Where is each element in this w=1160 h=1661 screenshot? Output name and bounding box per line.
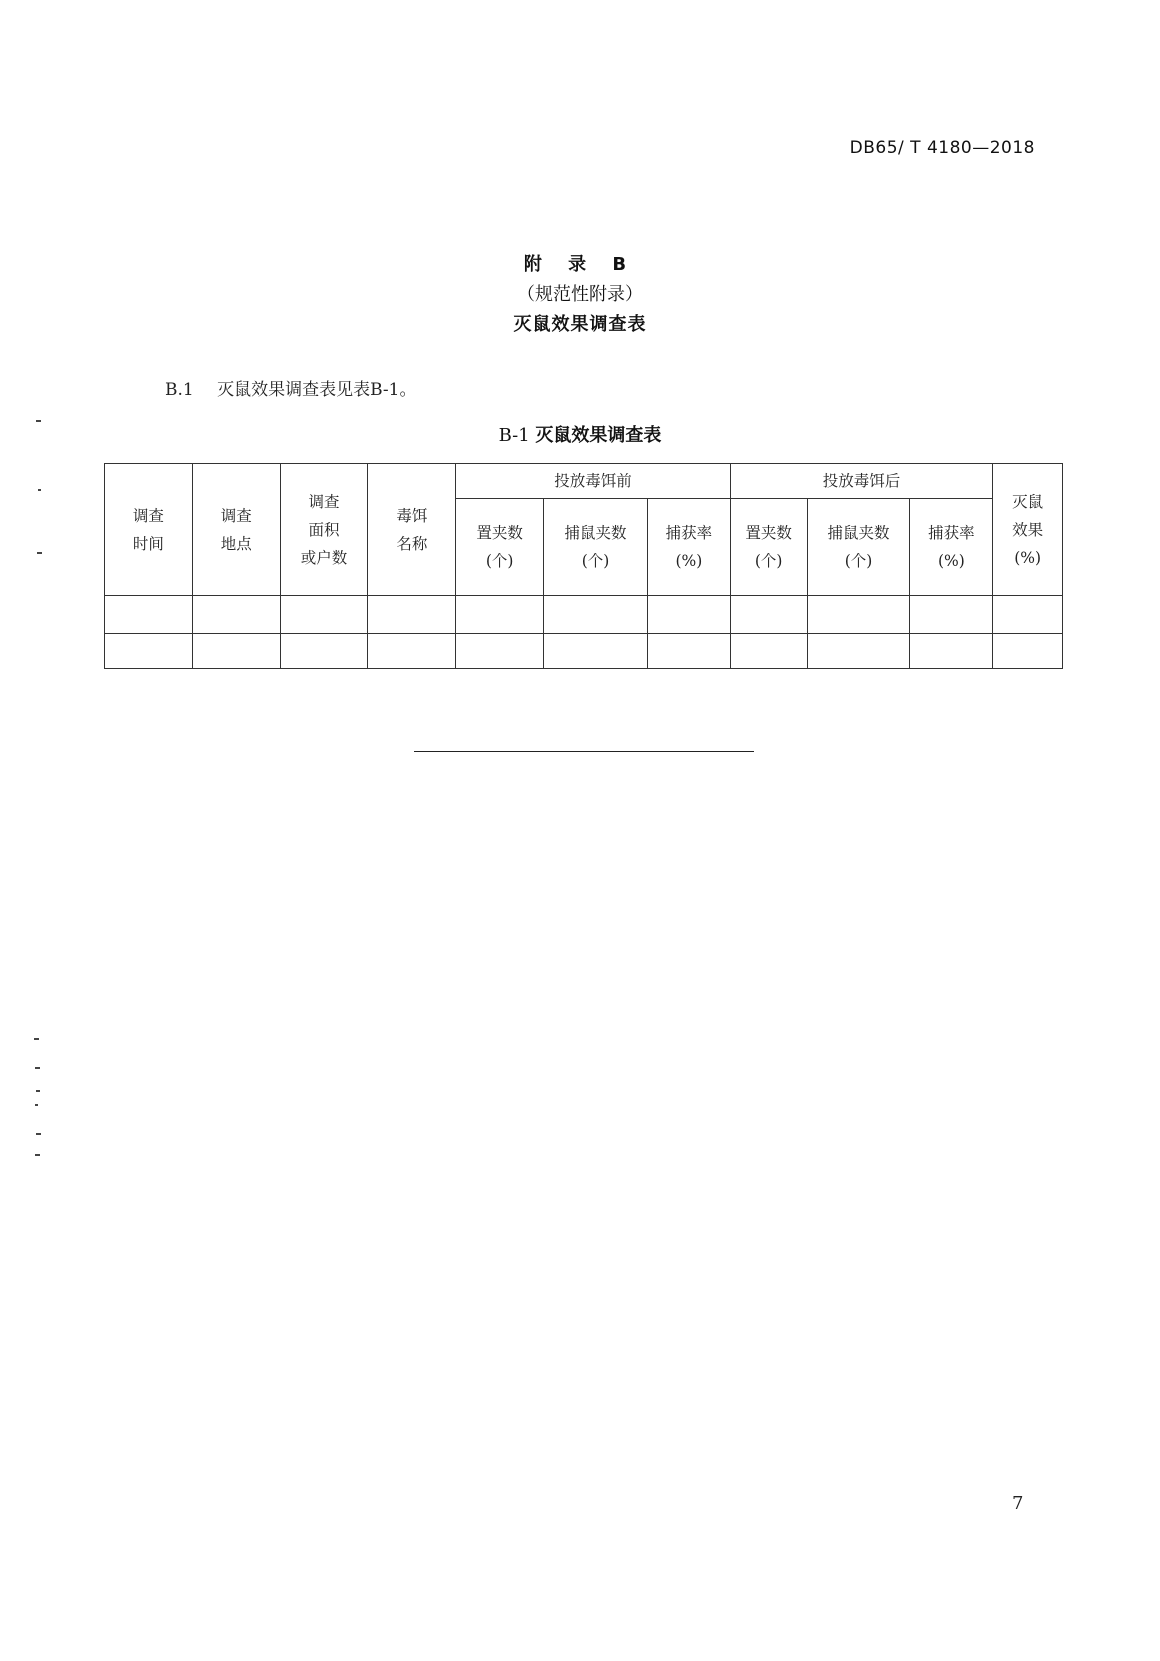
page-number: 7 <box>1012 1493 1024 1514</box>
table-cell <box>368 596 456 634</box>
header-after-traps-set: 置夹数 (个) <box>730 499 807 596</box>
header-after-capture-rate: 捕获率 (%) <box>910 499 993 596</box>
header-survey-time: 调查 时间 <box>105 464 193 596</box>
table-caption-text: 灭鼠效果调查表 <box>535 425 662 446</box>
table-cell <box>192 596 280 634</box>
table-cell <box>368 634 456 669</box>
scan-artifact <box>36 1090 40 1092</box>
scan-artifact <box>35 1154 40 1156</box>
table-cell <box>910 596 993 634</box>
table-cell <box>105 596 193 634</box>
standard-code: DB65/ T 4180—2018 <box>849 138 1035 158</box>
header-survey-place: 调查 地点 <box>192 464 280 596</box>
table-caption-id: B-1 <box>498 425 530 446</box>
header-bait-name: 毒饵 名称 <box>368 464 456 596</box>
table-cell <box>807 596 910 634</box>
appendix-type: （规范性附录） <box>517 284 643 305</box>
table-cell <box>456 596 544 634</box>
table-cell <box>730 634 807 669</box>
table-row <box>105 634 1063 669</box>
table-cell <box>544 596 648 634</box>
table-cell <box>910 634 993 669</box>
appendix-heading <box>0 250 1160 340</box>
table-cell <box>993 634 1063 669</box>
clause-b1 <box>165 375 417 400</box>
table-cell <box>280 596 368 634</box>
clause-text: 灭鼠效果调查表见表B-1。 <box>217 380 417 400</box>
table-cell <box>544 634 648 669</box>
scan-artifact <box>37 552 42 554</box>
end-of-document-rule <box>414 751 754 752</box>
appendix-label: 附 录 B <box>523 254 637 275</box>
header-before-capture-rate: 捕获率 (%) <box>648 499 731 596</box>
table-cell <box>280 634 368 669</box>
table-row <box>105 596 1063 634</box>
header-before-bait: 投放毒饵前 <box>456 464 731 499</box>
table-cell <box>993 596 1063 634</box>
scan-artifact <box>35 1067 40 1069</box>
table-cell <box>648 634 731 669</box>
scan-artifact <box>34 1038 39 1040</box>
clause-number: B.1 <box>165 380 194 400</box>
scan-artifact <box>36 1133 41 1135</box>
appendix-title: 灭鼠效果调查表 <box>513 314 647 335</box>
table-cell <box>105 634 193 669</box>
scan-artifact <box>35 1104 38 1106</box>
header-control-effect: 灭鼠 效果 (%) <box>993 464 1063 596</box>
scan-artifact <box>36 420 41 422</box>
header-after-bait: 投放毒饵后 <box>730 464 992 499</box>
table-cell <box>648 596 731 634</box>
table-cell <box>807 634 910 669</box>
table-cell <box>456 634 544 669</box>
table-caption <box>0 421 1160 447</box>
header-survey-area: 调查 面积 或户数 <box>280 464 368 596</box>
header-before-traps-caught: 捕鼠夹数 (个) <box>544 499 648 596</box>
table-cell <box>192 634 280 669</box>
header-after-traps-caught: 捕鼠夹数 (个) <box>807 499 910 596</box>
rodent-control-survey-table <box>104 463 1063 669</box>
scan-artifact <box>38 489 41 491</box>
header-before-traps-set: 置夹数 (个) <box>456 499 544 596</box>
table-cell <box>730 596 807 634</box>
